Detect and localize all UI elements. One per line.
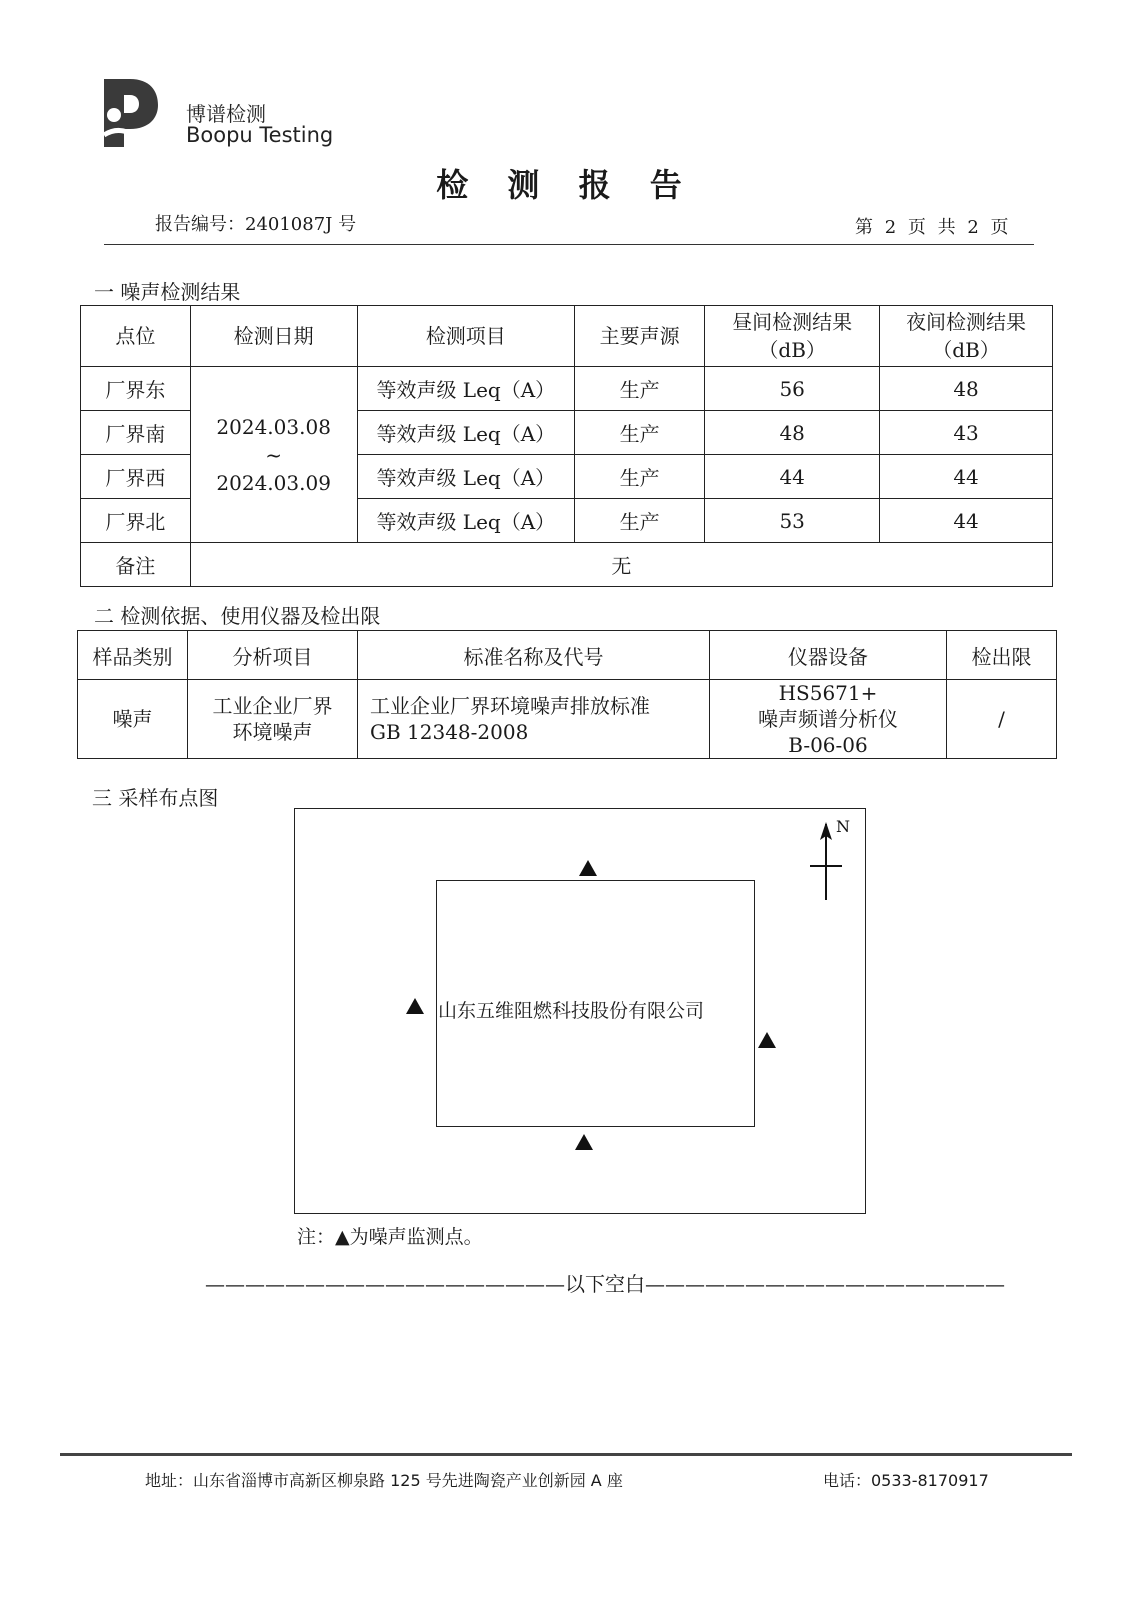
source-cell: 生产 xyxy=(575,499,705,543)
item-cell: 等效声级 Leq（A） xyxy=(357,499,575,543)
monitoring-point-east-icon xyxy=(758,1032,776,1048)
item-cell: 等效声级 Leq（A） xyxy=(357,411,575,455)
table-header-row xyxy=(78,631,1057,680)
report-number: 报告编号：2401087J 号 xyxy=(155,214,357,235)
source-cell: 生产 xyxy=(575,411,705,455)
noise-results-table xyxy=(80,305,1053,587)
instrument-cell: HS5671+ 噪声频谱分析仪 B-06-06 xyxy=(710,680,947,759)
header-category: 样品类别 xyxy=(78,631,188,680)
analysis-cell: 工业企业厂界 环境噪声 xyxy=(188,680,358,759)
day-value-cell: 53 xyxy=(705,499,880,543)
header-standard: 标准名称及代号 xyxy=(358,631,710,680)
page-info: 第 2 页 共 2 页 xyxy=(855,217,1009,238)
night-value-cell: 44 xyxy=(880,455,1053,499)
header-source: 主要声源 xyxy=(575,306,705,367)
source-cell: 生产 xyxy=(575,455,705,499)
header-item: 检测项目 xyxy=(357,306,575,367)
monitoring-point-west-icon xyxy=(406,998,424,1014)
header-limit: 检出限 xyxy=(947,631,1057,680)
end-of-content-line: ——————————————————以下空白—————————————————— xyxy=(205,1272,1005,1296)
table-header-row xyxy=(81,306,1053,367)
method-instrument-table xyxy=(77,630,1057,759)
section3-heading: 三 采样布点图 xyxy=(92,786,219,810)
source-cell: 生产 xyxy=(575,367,705,411)
monitoring-point-north-icon xyxy=(579,860,597,876)
boopu-logo-icon xyxy=(100,75,162,151)
remark-row xyxy=(81,543,1053,587)
section2-heading: 二 检测依据、使用仪器及检出限 xyxy=(94,604,381,628)
category-cell: 噪声 xyxy=(78,680,188,759)
header-analysis: 分析项目 xyxy=(188,631,358,680)
brand-name-cn: 博谱检测 xyxy=(186,102,266,126)
point-cell: 厂界南 xyxy=(81,411,191,455)
header-divider xyxy=(104,244,1034,245)
remark-label: 备注 xyxy=(81,543,191,587)
header-night-result: 夜间检测结果 （dB） xyxy=(880,306,1053,367)
company-name-label: 山东五维阻燃科技股份有限公司 xyxy=(438,1000,705,1022)
footer-address: 地址：山东省淄博市高新区柳泉路 125 号先进陶瓷产业创新园 A 座 xyxy=(145,1471,623,1490)
table-row xyxy=(81,367,1053,411)
brand-name-en: Boopu Testing xyxy=(186,123,334,147)
north-arrow-icon xyxy=(808,818,854,904)
footer-divider xyxy=(60,1453,1072,1456)
header-date: 检测日期 xyxy=(190,306,357,367)
remark-value: 无 xyxy=(190,543,1052,587)
north-label: N xyxy=(836,818,850,836)
monitoring-point-south-icon xyxy=(575,1134,593,1150)
item-cell: 等效声级 Leq（A） xyxy=(357,455,575,499)
footer-phone: 电话：0533-8170917 xyxy=(823,1471,989,1490)
night-value-cell: 43 xyxy=(880,411,1053,455)
section1-heading: 一 噪声检测结果 xyxy=(94,280,241,304)
night-value-cell: 48 xyxy=(880,367,1053,411)
night-value-cell: 44 xyxy=(880,499,1053,543)
point-cell: 厂界西 xyxy=(81,455,191,499)
day-value-cell: 56 xyxy=(705,367,880,411)
point-cell: 厂界北 xyxy=(81,499,191,543)
day-value-cell: 48 xyxy=(705,411,880,455)
header-day-result: 昼间检测结果 （dB） xyxy=(705,306,880,367)
date-range-cell: 2024.03.08 ~ 2024.03.09 xyxy=(190,367,357,543)
document-title: 检 测 报 告 xyxy=(436,166,696,204)
day-value-cell: 44 xyxy=(705,455,880,499)
point-cell: 厂界东 xyxy=(81,367,191,411)
header-instrument: 仪器设备 xyxy=(710,631,947,680)
map-note: 注：▲为噪声监测点。 xyxy=(297,1226,483,1248)
standard-cell: 工业企业厂界环境噪声排放标准 GB 12348-2008 xyxy=(358,680,710,759)
header-point: 点位 xyxy=(81,306,191,367)
limit-cell: / xyxy=(947,680,1057,759)
item-cell: 等效声级 Leq（A） xyxy=(357,367,575,411)
table-row xyxy=(78,680,1057,759)
